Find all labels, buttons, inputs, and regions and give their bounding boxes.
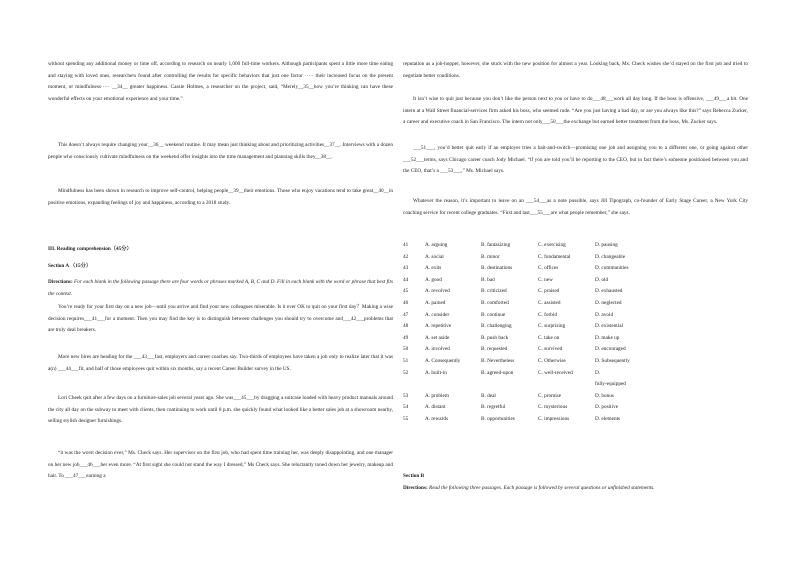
passage-paragraph-2: More new hires are heading for the ___43___fast, employers and career coaches say. Two-thirds of employees have taken a job only to realize later that it was a(n) ___44___fit, and half of those employees quit within six months, say a recent Career Builder survey in the US. (48, 354, 393, 372)
option-row: 45 A. revolved B. criticized C. praised D. exhausted (403, 288, 623, 295)
option-row: 44 A. good B. bad C. new D. old (403, 276, 609, 283)
option-row: fully-equipped (595, 381, 626, 388)
option-row: 41 A. arguing B. fantasizing C. exercising D. pausing (403, 242, 618, 248)
option-row: 54 A. distant B. regretful C. mysterious D. positive (403, 404, 619, 411)
option-row: 48 A. repetitive B. challenging C. surprising D. existential (403, 323, 623, 330)
passage-paragraph-5: reputation as a job-hopper, however, she stuck with the new position for almost a year. Looking back, Ms. Check wishes she’d stayed on the first job and tried to negotiate better conditions. (403, 61, 748, 79)
passage-paragraph-7: ___51___, you’d better quit early if an employer tries a bait-and-switch—promising one job and assigning you to a different one, or going against other ___52___terms, says Chicago career coach Jody Michael. “if you are told you’ll be reporting to the CEO, but in fact there’s someone positioned between you and the CEO, that’s a ___53___,” Ms. Michael says. (403, 145, 748, 175)
passage-paragraph-4: “it was the worst decision ever,” Ms. Check says. Her supervisor on the first job, who had spent time training her, was deeply disappointing, and one manager on her new job___46___her even more. “At first sight she could not stand the way I dressed,” Ms Check says. She reluctantly toned down her jewelry, makeup and hair. To ___47___earning a (48, 450, 393, 480)
option-row: 52 A. built-in B. agreed-upon C. well-received D. (403, 369, 601, 376)
option-row: 49 A. set aside B. push back C. take on D. make up (403, 334, 620, 341)
option-row: 47 A. consider B. continue C. forbid D. avoid (403, 311, 614, 318)
section-b-directions-text: Read the following three passages. Each passage is followed by several questions or unfinished statements. (427, 485, 655, 491)
passage-paragraph-8: Whatever the reason, it’s important to leave on an ___54___as a note possible, says Jill Tipograph, co-founder of Early Stage Career, a New York City coaching service for recent college graduates. “First and last___55___are what people remember,” she says. (403, 198, 748, 216)
section-b-heading: Section B (403, 473, 425, 479)
passage-paragraph-1: You’re ready for your first day on a new job—until you arrive and find your new colleagues miserable. Is it ever OK to quit on your first day？Making a wise decision requires___41___for a moment. Then you may find the key is to distinguish between challenges you should try to overcome and___42___problems that are truly deal breakers. (48, 304, 393, 334)
option-row: 43 A. exits B. destinations C. offices D. communities (403, 265, 629, 272)
passage-paragraph-3: Lori Cheek quit after a few days on a furniture-sales job several years ago. She was___45___by dragging a suitcase loaded with heavy product manuals around the city all day on the subway to meet with clients, then continuing to work until 8 p.m. she quickly found what looked like a better sales job at a showroom nearby, selling stylish designer furnishings. (48, 395, 393, 425)
paragraph-mindfulness-research: without spending any additional money or time off, according to research on nearly 1,000 full-time workers. Although participants spent a little more time eating and staying with loved ones, researchers found after controlling the results for specific behaviors that just one factor ····· their increased focus on the present moment, or mindfulness····· __34__ greater happiness. Cassie Holmes, a researcher on the project, said, “Merely__35__how you’re thinking can have these wonderful effects on your emotional experience and your time.” (48, 61, 393, 102)
option-row: 51 A. Consequently B. Nevertheless C. Otherwise D. Subsequently (403, 357, 630, 364)
answer-options-table (403, 240, 665, 426)
directions-text: For each blank in the following passage there are four words or phrases marked A, B, C and D. Fill in each blank with the word or phrase that best fits the context. (48, 279, 393, 297)
option-row: 55 A. rewards B. opportunities C. impressions D. elements (403, 415, 621, 422)
section-a-heading: Section A （15分） (48, 263, 92, 269)
section-b-directions-label: Directions: (403, 485, 428, 491)
option-row: 46 A. pained B. comforted C. assisted D. neglected (403, 299, 622, 306)
paragraph-weekend-routine: This doesn’t always require changing your__36__ weekend routine. It may mean just thinking about and prioritizing activities__37__. Interviews with a dozen people who consciously cultivate mindfulness on the weekend offer insights into the time management and planning skills they__38__. (48, 142, 393, 160)
option-row: 53 A. problem B. deal C. promise D. bonus (403, 392, 614, 399)
paragraph-self-control: Mindfulness has been shown in research to improve self-control, helping people__39__their emotions. Those who enjoy vacations tend to take great__40__in positive emotions, expanding feelings of joy and happiness, according to a 2018 study. (48, 188, 393, 206)
directions-label: Directions: (48, 279, 73, 285)
passage-paragraph-6: It isn’t wise to quit just because you don’t like the person next to you or have to do___48___work all day long. If the boss is offensive, ___49___a bit. One intern at a Wall Street financial-services firm asked his boss, who seemed rude. “Are you just having a bad day, or are you always like this?” says Rebecca Zucker, a career and executive coach in San Francisco. The intern not only___50___the exchange but earned better treatment from the boss, Ms. Zucker says. (403, 96, 748, 126)
section-a-directions (48, 277, 393, 300)
section-b-directions (403, 483, 748, 495)
option-row: 42 A. social B. minor C. fundamental D. changeable (403, 253, 626, 260)
option-row: 50 A. involved B. requested C. survived D. encouraged (403, 346, 626, 353)
section-heading-reading: III. Reading comprehension（45分） (48, 246, 132, 252)
